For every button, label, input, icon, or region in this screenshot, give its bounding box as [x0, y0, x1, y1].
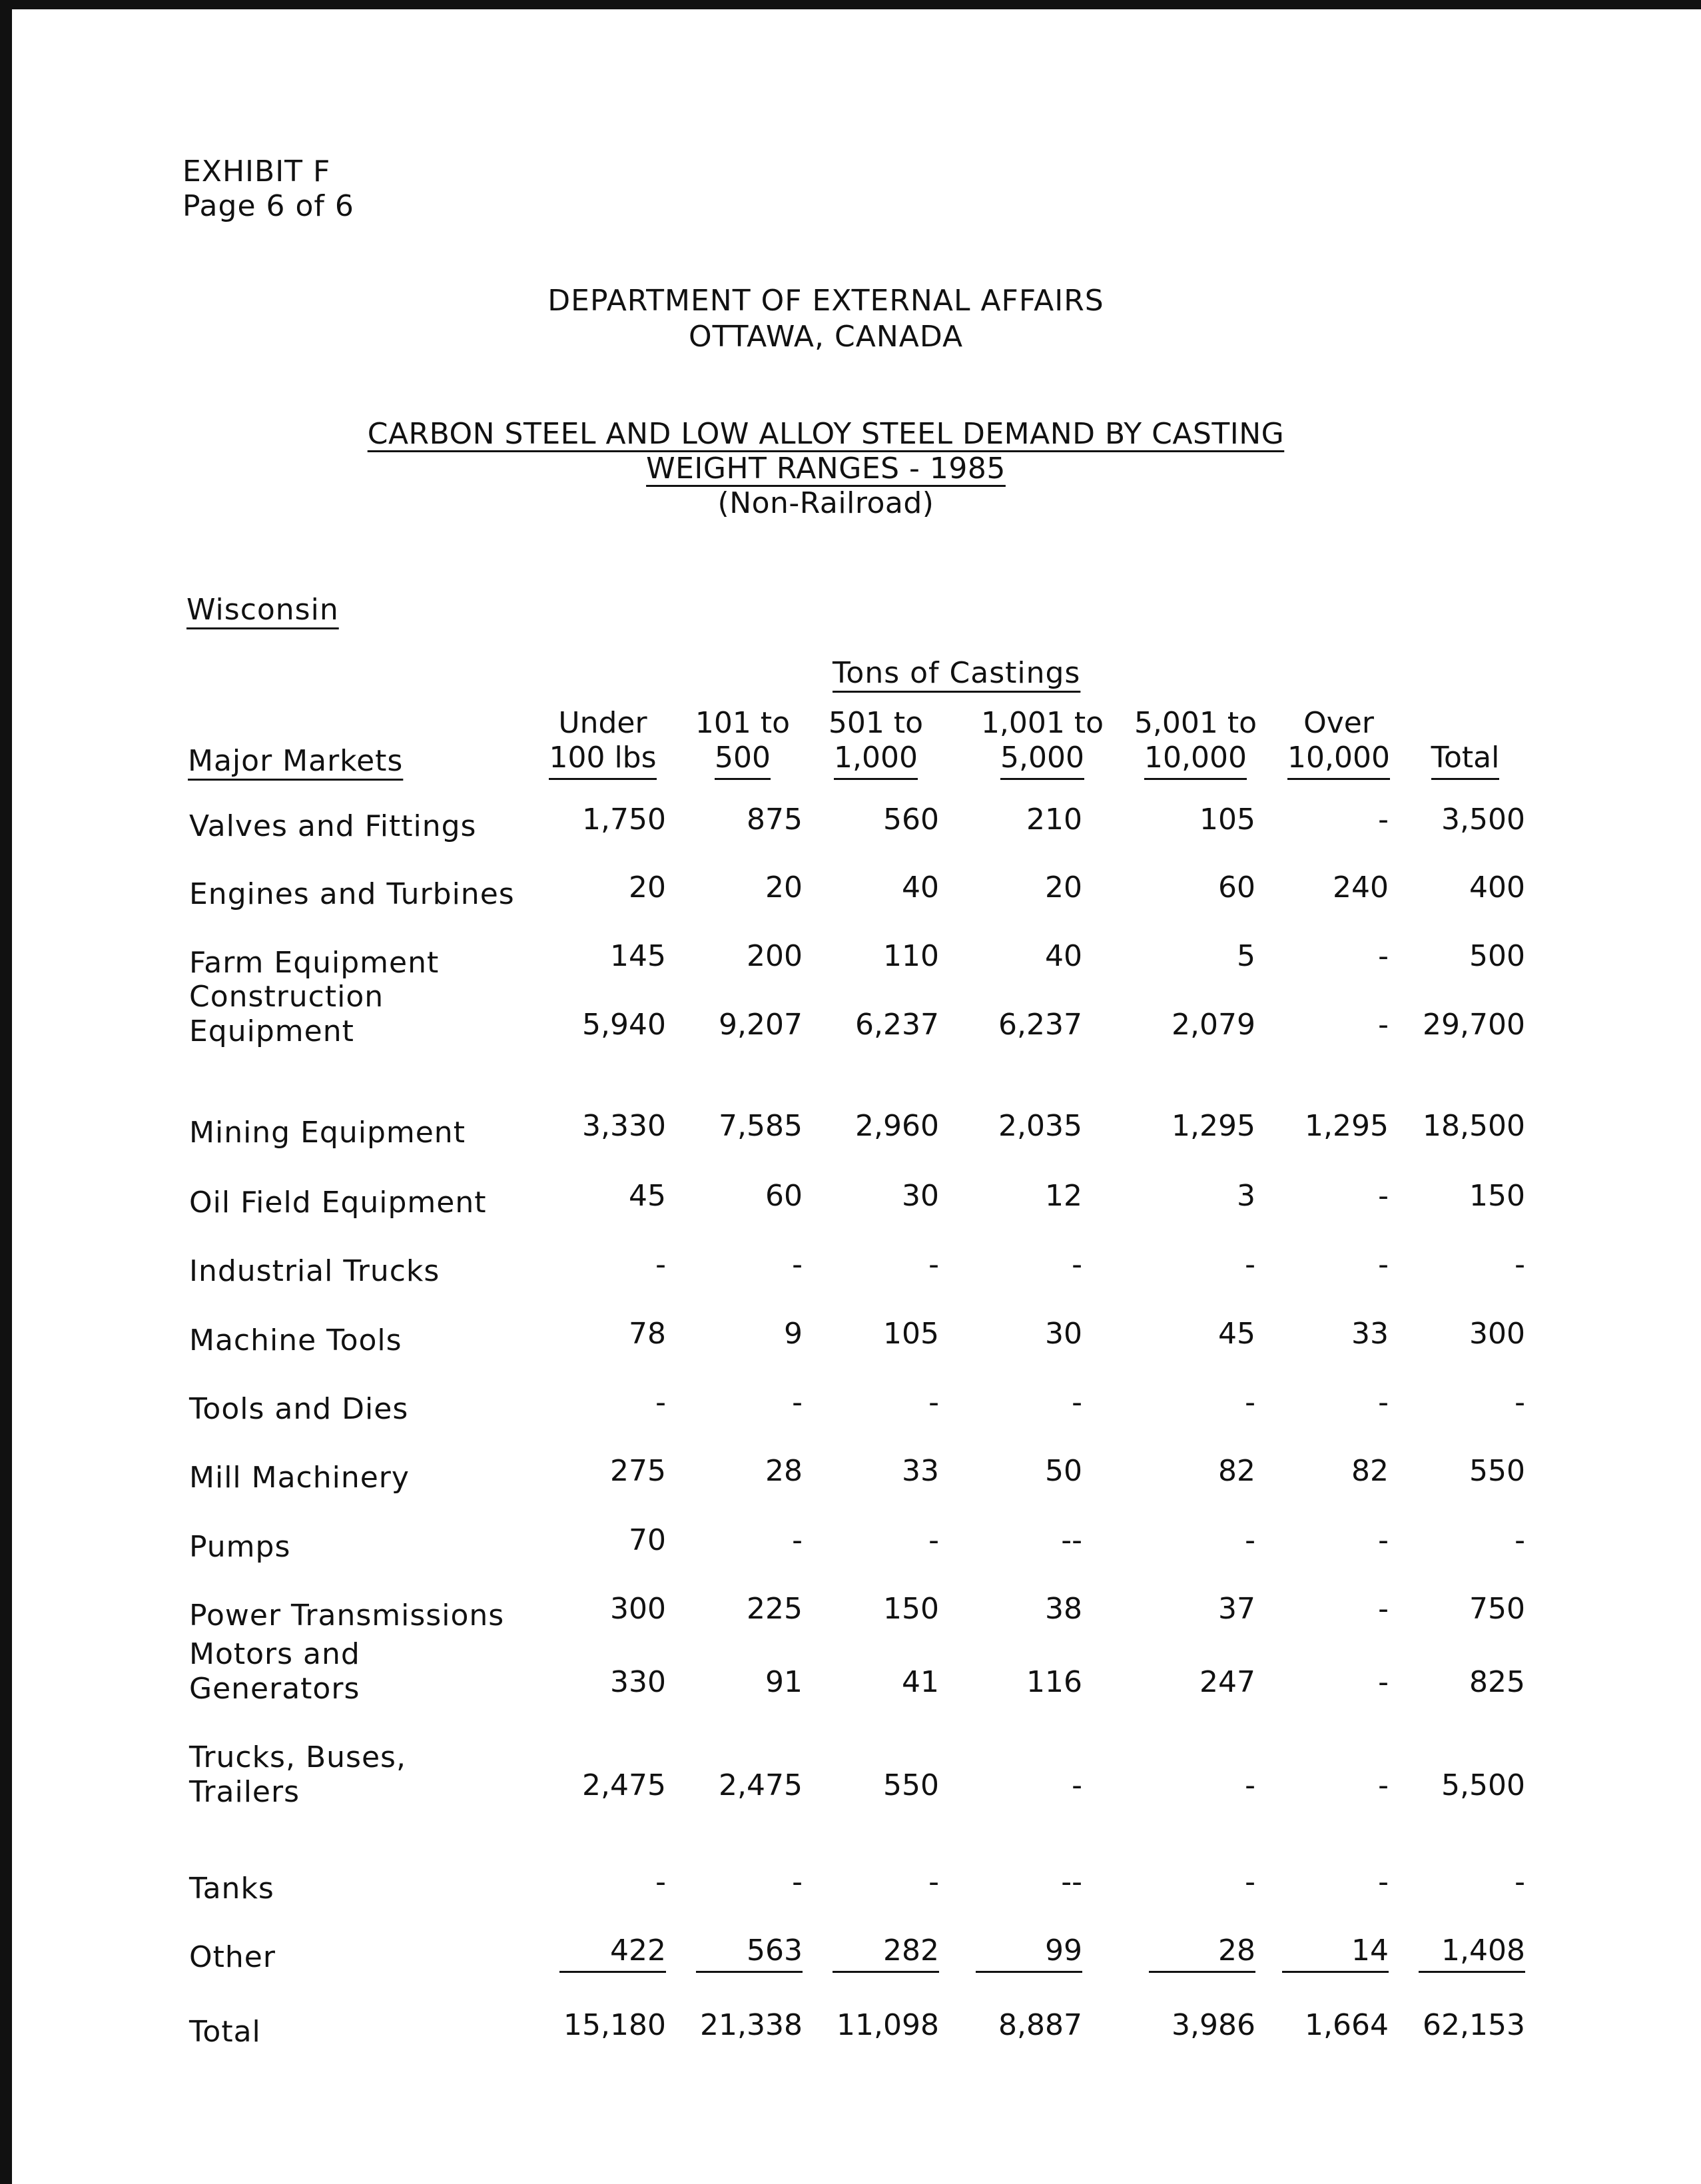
table-cell: -: [1245, 1865, 1255, 1899]
column-header-line2: 10,000: [1287, 741, 1390, 780]
table-cell: 3,330: [582, 1109, 666, 1143]
table-cell: 2,475: [582, 1768, 666, 1802]
table-cell: 6,237: [998, 1008, 1082, 1042]
exhibit-label: [182, 155, 354, 224]
column-header-line2: 500: [715, 741, 771, 780]
table-cell: 105: [1199, 803, 1255, 837]
scan-edge-top: [0, 0, 1701, 9]
table-cell: 247: [1199, 1665, 1255, 1699]
table-cell: -: [928, 1523, 939, 1557]
column-group-header: Tons of Castings: [833, 656, 1081, 690]
table-cell: 550: [1469, 1454, 1525, 1488]
table-cell: 330: [610, 1665, 666, 1699]
table-cell: -: [1378, 1248, 1389, 1281]
market-name-line: Motors and: [189, 1637, 360, 1671]
table-cell: -: [792, 1385, 803, 1419]
department-name: DEPARTMENT OF EXTERNAL AFFAIRS: [547, 284, 1104, 318]
table-cell: 875: [747, 803, 803, 837]
table-cell: 7,585: [719, 1109, 803, 1143]
table-cell: -: [1378, 1665, 1389, 1699]
page-number: Page 6 of 6: [182, 189, 354, 223]
table-cell: -: [792, 1865, 803, 1899]
market-name: [189, 1872, 274, 1906]
table-cell: 45: [629, 1179, 666, 1213]
table-cell: -: [1245, 1523, 1255, 1557]
table-cell: -: [1378, 939, 1389, 973]
table-cell: 11,098: [837, 2008, 939, 2042]
table-cell: 41: [902, 1665, 939, 1699]
table-row: [0, 1740, 1701, 1842]
table-cell: 70: [629, 1523, 666, 1557]
table-cell: 2,960: [855, 1109, 939, 1143]
table-cell: -: [928, 1865, 939, 1899]
market-name: [189, 2015, 261, 2049]
market-name-line: Machine Tools: [189, 1323, 402, 1357]
market-name: [189, 809, 476, 844]
table-cell: 15,180: [563, 2008, 666, 2042]
column-header-line1: 5,001 to: [1134, 706, 1257, 740]
table-cell: 9,207: [719, 1008, 803, 1042]
table-row: [0, 1385, 1701, 1459]
market-name: [189, 1599, 504, 1633]
market-name-line: Trucks, Buses,: [189, 1740, 406, 1774]
table-cell: 1,295: [1172, 1109, 1255, 1143]
column-header-line1: 501 to: [828, 706, 924, 740]
table-row: [0, 1179, 1701, 1252]
table-cell: -: [655, 1865, 666, 1899]
market-name-line: Equipment: [189, 1014, 354, 1048]
table-cell: 40: [1045, 939, 1082, 973]
column-header-line2: 10,000: [1144, 741, 1247, 780]
table-cell: 2,079: [1172, 1008, 1255, 1042]
market-name-line: Engines and Turbines: [189, 877, 515, 911]
table-row: [0, 1523, 1701, 1597]
market-name-line: Total: [189, 2015, 261, 2049]
column-header-line2: 1,000: [834, 741, 918, 780]
department-location: OTTAWA, CANADA: [688, 320, 964, 354]
table-cell: 28: [1149, 1934, 1255, 1973]
table-cell: 240: [1333, 871, 1389, 905]
table-cell: 1,408: [1419, 1934, 1525, 1973]
table-cell: 550: [883, 1768, 939, 1802]
table-cell: 500: [1469, 939, 1525, 973]
column-header-line2: 100 lbs: [549, 741, 656, 780]
table-cell: -: [1515, 1523, 1525, 1557]
title-line-2: WEIGHT RANGES - 1985: [646, 452, 1006, 486]
table-cell: 563: [696, 1934, 803, 1973]
table-cell: 400: [1469, 871, 1525, 905]
table-cell: 30: [902, 1179, 939, 1213]
table-cell: 3,986: [1172, 2008, 1255, 2042]
table-cell: 825: [1469, 1665, 1525, 1699]
table-cell: 1,295: [1305, 1109, 1389, 1143]
table-cell: 300: [1469, 1317, 1525, 1351]
table-cell: 3: [1237, 1179, 1255, 1213]
table-row: [0, 871, 1701, 944]
document-title: [0, 417, 1652, 521]
table-cell: 560: [883, 803, 939, 837]
column-header-line2: 5,000: [1000, 741, 1084, 780]
market-name-line: Tanks: [189, 1872, 274, 1906]
market-name-line: Valves and Fittings: [189, 809, 477, 843]
table-cell: -: [1515, 1248, 1525, 1281]
table-cell: -: [1378, 803, 1389, 837]
table-cell: 275: [610, 1454, 666, 1488]
table-cell: -: [1245, 1385, 1255, 1419]
table-cell: 60: [1218, 871, 1255, 905]
table-cell: 38: [1045, 1592, 1082, 1626]
table-cell: -: [1378, 1385, 1389, 1419]
market-name-line: Other: [189, 1940, 276, 1974]
market-name-line: Industrial Trucks: [189, 1254, 440, 1288]
market-name-line: Mining Equipment: [189, 1116, 466, 1150]
market-name: [189, 946, 439, 980]
table-cell: 14: [1282, 1934, 1389, 1973]
table-cell: 8,887: [998, 2008, 1082, 2042]
market-name-line: Farm Equipment: [189, 946, 440, 980]
table-cell: 20: [1045, 871, 1082, 905]
table-cell: 28: [765, 1454, 803, 1488]
market-name-line: Power Transmissions: [189, 1599, 505, 1633]
market-name: [189, 1461, 410, 1495]
table-cell: 9: [784, 1317, 803, 1351]
table-cell: 20: [629, 871, 666, 905]
column-header: [1116, 706, 1275, 780]
table-cell: 105: [883, 1317, 939, 1351]
market-name: [189, 980, 384, 1049]
market-name-line: Trailers: [189, 1775, 300, 1809]
market-name: [189, 1637, 360, 1706]
table-cell: 5: [1237, 939, 1255, 973]
market-name-line: Oil Field Equipment: [189, 1186, 487, 1220]
table-cell: 82: [1218, 1454, 1255, 1488]
table-cell: 110: [883, 939, 939, 973]
table-cell: -: [1378, 1523, 1389, 1557]
column-header-line2: Total: [1431, 741, 1500, 780]
table-row: [0, 1317, 1701, 1390]
table-cell: 2,035: [998, 1109, 1082, 1143]
table-cell: 150: [883, 1592, 939, 1626]
table-row: [0, 1865, 1701, 1938]
table-cell: 6,237: [855, 1008, 939, 1042]
table-cell: -: [1245, 1768, 1255, 1802]
table-cell: -: [928, 1385, 939, 1419]
column-header-line1: 101 to: [695, 706, 791, 740]
table-cell: 50: [1045, 1454, 1082, 1488]
table-row: [0, 1109, 1701, 1182]
table-cell: --: [1061, 1523, 1082, 1557]
market-name: [189, 1392, 408, 1427]
table-cell: 2,475: [719, 1768, 803, 1802]
state-heading: Wisconsin: [186, 593, 339, 627]
table-cell: -: [1072, 1385, 1082, 1419]
table-cell: 3,500: [1441, 803, 1525, 837]
table-cell: -: [928, 1248, 939, 1281]
table-cell: 21,338: [700, 2008, 803, 2042]
column-header: [523, 706, 683, 780]
table-cell: 33: [902, 1454, 939, 1488]
market-name: [189, 1186, 486, 1220]
table-cell: 210: [1026, 803, 1082, 837]
table-cell: 5,940: [582, 1008, 666, 1042]
table-cell: -: [1245, 1248, 1255, 1281]
table-cell: -: [1515, 1865, 1525, 1899]
table-cell: 40: [902, 871, 939, 905]
table-cell: 145: [610, 939, 666, 973]
table-cell: -: [792, 1523, 803, 1557]
table-cell: -: [655, 1385, 666, 1419]
table-cell: 750: [1469, 1592, 1525, 1626]
table-cell: -: [1378, 1865, 1389, 1899]
table-cell: -: [655, 1248, 666, 1281]
table-cell: -: [792, 1248, 803, 1281]
table-cell: 5,500: [1441, 1768, 1525, 1802]
column-header-line1: Over: [1303, 706, 1374, 740]
department-heading: [0, 283, 1652, 355]
table-cell: 1,750: [582, 803, 666, 837]
column-header: [796, 706, 956, 780]
table-cell: 12: [1045, 1179, 1082, 1213]
column-header-line1: 1,001 to: [980, 706, 1104, 740]
exhibit-line: EXHIBIT F: [182, 155, 331, 188]
table-cell: 99: [976, 1934, 1082, 1973]
market-name-line: Tools and Dies: [189, 1392, 409, 1426]
table-cell: 29,700: [1423, 1008, 1525, 1042]
market-column-header: Major Markets: [188, 744, 404, 778]
market-name-line: Pumps: [189, 1530, 291, 1564]
table-cell: -: [1515, 1385, 1525, 1419]
table-cell: 116: [1026, 1665, 1082, 1699]
market-name: [189, 1530, 290, 1565]
market-name: [189, 1940, 276, 1975]
table-cell: 282: [833, 1934, 939, 1973]
table-cell: 150: [1469, 1179, 1525, 1213]
market-name: [189, 877, 515, 912]
table-row: [0, 803, 1701, 876]
table-cell: 422: [559, 1934, 666, 1973]
table-cell: 300: [610, 1592, 666, 1626]
title-line-1: CARBON STEEL AND LOW ALLOY STEEL DEMAND BY CASTING: [367, 417, 1285, 451]
table-cell: -: [1378, 1179, 1389, 1213]
market-name: [189, 1254, 440, 1289]
market-name: [189, 1323, 402, 1358]
table-cell: 82: [1351, 1454, 1389, 1488]
table-row: [0, 1454, 1701, 1527]
title-line-3: (Non-Railroad): [717, 486, 934, 520]
market-name: [189, 1116, 466, 1150]
table-row: [0, 1637, 1701, 1738]
table-cell: 200: [747, 939, 803, 973]
table-cell: 225: [747, 1592, 803, 1626]
table-cell: -: [1378, 1592, 1389, 1626]
column-header-line1: Under: [558, 706, 647, 740]
table-cell: 45: [1218, 1317, 1255, 1351]
total-row: [0, 2008, 1701, 2081]
column-header: [962, 706, 1122, 780]
market-name-line: Generators: [189, 1672, 360, 1706]
column-header: [1385, 741, 1545, 780]
table-cell: 60: [765, 1179, 803, 1213]
table-cell: -: [1072, 1248, 1082, 1281]
table-cell: 78: [629, 1317, 666, 1351]
market-name-line: Construction: [189, 980, 384, 1014]
table-cell: 91: [765, 1665, 803, 1699]
table-cell: 30: [1045, 1317, 1082, 1351]
table-cell: 33: [1351, 1317, 1389, 1351]
table-row: [0, 1248, 1701, 1321]
table-row: [0, 980, 1701, 1081]
table-cell: --: [1061, 1865, 1082, 1899]
table-row: [0, 1934, 1701, 2007]
table-cell: 37: [1218, 1592, 1255, 1626]
table-cell: -: [1378, 1008, 1389, 1042]
table-cell: 18,500: [1423, 1109, 1525, 1143]
market-name-line: Mill Machinery: [189, 1461, 410, 1495]
table-cell: 20: [765, 871, 803, 905]
table-cell: -: [1378, 1768, 1389, 1802]
table-cell: 62,153: [1423, 2008, 1525, 2042]
table-cell: -: [1072, 1768, 1082, 1802]
table-cell: 1,664: [1305, 2008, 1389, 2042]
market-name: [189, 1740, 406, 1810]
